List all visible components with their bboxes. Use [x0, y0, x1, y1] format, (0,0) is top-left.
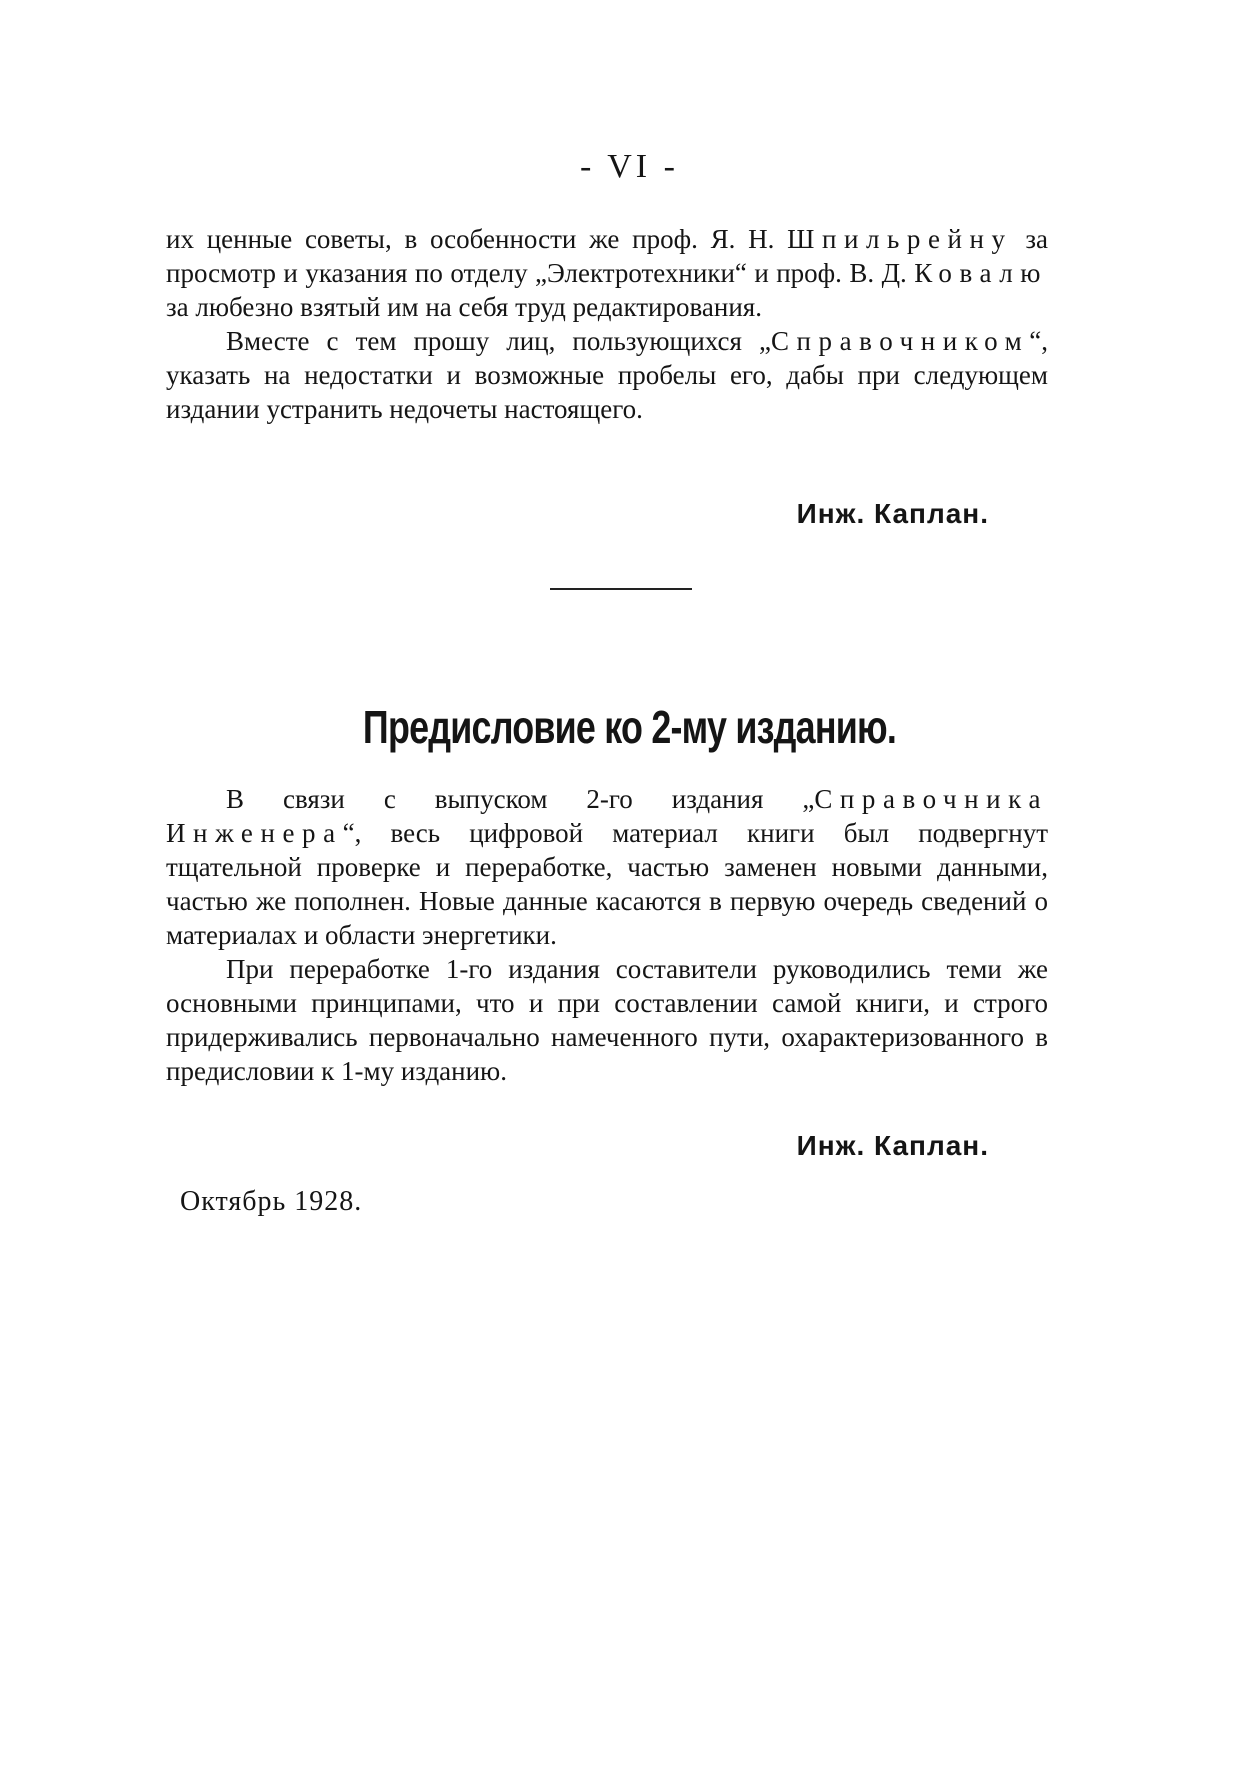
page-number: - VI - [580, 148, 679, 185]
preface-1-continuation [166, 222, 1048, 426]
preface-2-p1-end: “, весь цифровой материал книги был подвергнут тщательной проверке и переработке, частью заменен новыми данными, частью же пополнен. Новые данные касаются в первую очередь сведений о материалах и области энергетики. [166, 818, 1048, 950]
preface-2-p1-start: В связи с выпуском 2-го издания „ [226, 784, 815, 814]
preface-1-p1-end: за любезно взятый им на себя труд редактирования. [166, 292, 762, 322]
signature-2: Инж. Каплан. [796, 1130, 989, 1161]
signature-1: Инж. Каплан. [796, 498, 989, 529]
preface-2-paragraph-2: При переработке 1-го издания составители руководились теми же основными принципами, что и при составлении самой книги, и строго придерживались первоначально намеченного пути, охарактеризованного в предисловии к 1-му изданию. [166, 954, 1048, 1086]
date-line: Октябрь 1928. [180, 1186, 363, 1217]
name-koval: Ковалю [914, 258, 1048, 288]
preface-2-paragraph-1 [166, 782, 1048, 952]
preface-1-paragraph-1 [166, 222, 1048, 324]
book-reference: Справочником [770, 326, 1030, 356]
preface-1-paragraph-2 [166, 324, 1048, 426]
name-shpilrein: Шпильрейну [787, 224, 1013, 254]
preface-1-p2-end: “, указать на недостатки и возможные пробелы его, дабы при следующем издании устранить недочеты настоящего. [166, 326, 1048, 424]
preface-1-p2-start: Вместе с тем прошу лиц, пользующихся „ [226, 326, 771, 356]
preface-1-p1-mid: за просмотр и указания по отделу „Электротехники“ и проф. В. Д. [166, 224, 1048, 288]
preface-2-body [166, 782, 1048, 1088]
book-reference: Справочника Инженера [166, 784, 1048, 848]
preface-1-p1-start: их ценные советы, в особенности же проф. Я. Н. [166, 224, 788, 254]
section-title: Предисловие ко 2-му изданию. [362, 701, 897, 753]
section-divider [550, 588, 692, 590]
